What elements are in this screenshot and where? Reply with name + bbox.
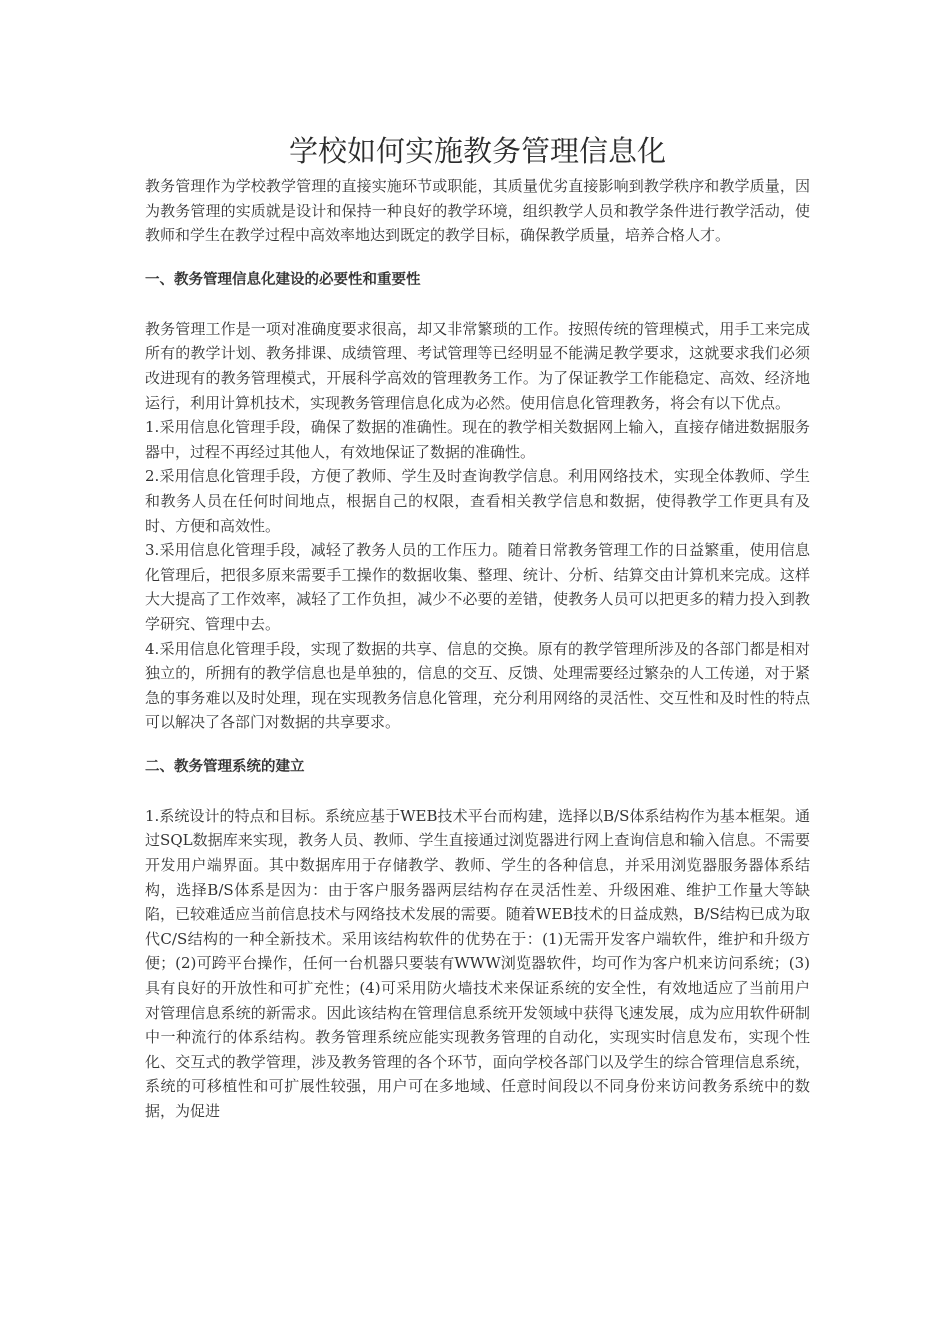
section-2-heading: 二、教务管理系统的建立	[145, 758, 305, 775]
intro-paragraph: 教务管理作为学校教学管理的直接实施环节或职能，其质量优劣直接影响到教学秩序和教学质量，因为教务管理的实质就是设计和保持一种良好的教学环境，组织教学人员和教学条件进行教学活动，使教师和学生在教学过程中高效率地达到既定的教学目标，确保教学质量，培养合格人才。	[145, 177, 810, 245]
spacer	[145, 292, 810, 317]
spacer	[145, 735, 810, 755]
section-1-item-4: 4.采用信息化管理手段，实现了数据的共享、信息的交换。原有的教学管理所涉及的各部门都是相对独立的，所拥有的教学信息也是单独的，信息的交互、反馈、处理需要经过繁杂的人工传递，对于紧急的事务难以及时处理，现在实现教务信息化管理，充分利用网络的灵活性、交互性和及时性的特点可以解决了各部门对数据的共享要求。	[145, 639, 810, 732]
spacer	[145, 779, 810, 804]
document-title: 学校如何实施教务管理信息化	[288, 134, 666, 168]
section-1-item-3: 3.采用信息化管理手段，减轻了教务人员的工作压力。随着日常教务管理工作的日益繁重，使用信息化管理后，把很多原来需要手工操作的数据收集、整理、统计、分析、结算交由计算机来完成。这样大大提高了工作效率，减轻了工作负担，减少不必要的差错，使教务人员可以把更多的精力投入到教学研究、管理中去。	[145, 541, 810, 633]
spacer	[145, 248, 810, 268]
section-1-item-2: 2.采用信息化管理手段，方便了教师、学生及时查询教学信息。利用网络技术，实现全体教师、学生和教务人员在任何时间地点，根据自己的权限，查看相关教学信息和数据，使得教学工作更具有及时、方便和高效性。	[145, 467, 810, 535]
section-1-heading: 一、教务管理信息化建设的必要性和重要性	[145, 271, 421, 288]
section-1-paragraph: 教务管理工作是一项对准确度要求很高，却又非常繁琐的工作。按照传统的管理模式，用手工来完成所有的教学计划、教务排课、成绩管理、考试管理等已经明显不能满足教学要求，这就要求我们必须改进现有的教务管理模式，开展科学高效的管理教务工作。为了保证教学工作能稳定、高效、经济地运行，利用计算机技术，实现教务管理信息化成为必然。使用信息化管理教务，将会有以下优点。	[145, 319, 810, 412]
section-2-paragraph: 1.系统设计的特点和目标。系统应基于WEB技术平台而构建，选择以B/S体系结构作为基本框架。通过SQL数据库来实现，教务人员、教师、学生直接通过浏览器进行网上查询信息和输入信息。不需要开发用户端界面。其中数据库用于存储教学、教师、学生的各种信息，并采用浏览器服务器体系结构，选择B/S体系是因为：由于客户服务器两层结构存在灵活性差、升级困难、维护工作量大等缺陷，已较难适应当前信息技术与网络技术发展的需要。随着WEB技术的日益成熟，B/S结构已成为取代C/S结构的一种全新技术。采用该结构软件的优势在于：(1)无需开发客户端软件，维护和升级方便；(2)可跨平台操作，任何一台机器只要装有WWW浏览器软件，均可作为客户机来访问系统；(3)具有良好的开放性和可扩充性；(4)可采用防火墙技术来保证系统的安全性，有效地适应了当前用户对管理信息系统的新需求。因此该结构在管理信息系统开发领域中获得飞速发展，成为应用软件研制中一种流行的体系结构。教务管理系统应能实现教务管理的自动化，实现实时信息发布，实现个性化、交互式的教学管理，涉及教务管理的各个环节，面向学校各部门以及学生的综合管理信息系统，系统的可移植性和可扩展性较强，用户可在多地域、任意时间段以不同身份来访问教务系统中的数据，为促进	[145, 806, 810, 1120]
document-page	[145, 128, 810, 1124]
section-1-item-1: 1.采用信息化管理手段，确保了数据的准确性。现在的教学相关数据网上输入，直接存储进数据服务器中，过程不再经过其他人，有效地保证了数据的准确性。	[145, 418, 810, 461]
